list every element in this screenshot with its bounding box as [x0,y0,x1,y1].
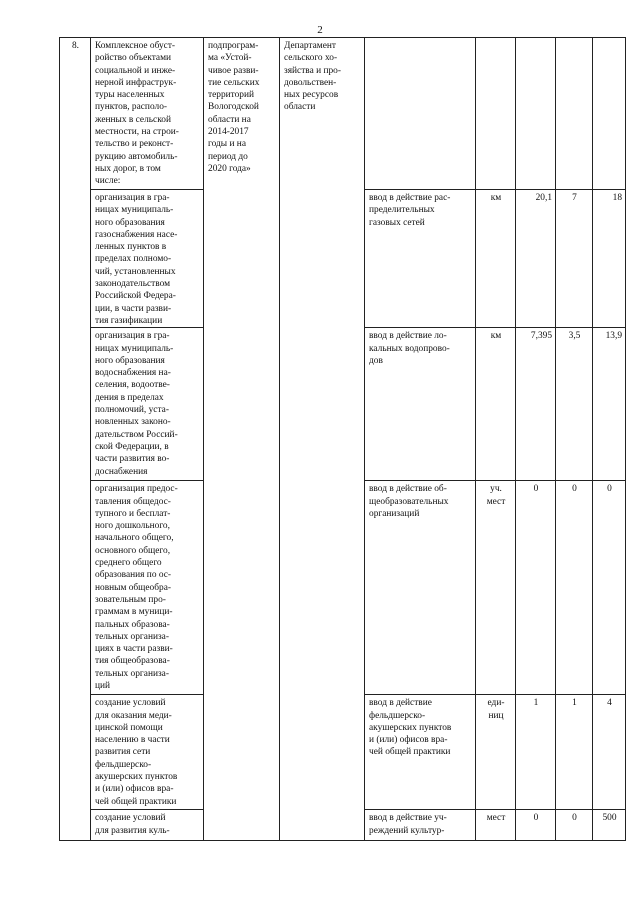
value-cell [593,38,626,190]
measure-name-cell: создание условий для оказания меди- цинской помощи населению в части развития сети фельдшерско- акушерских пунктов и (или) офисов вра- чей общей практики [91,695,204,810]
value-cell: 7 [556,190,593,328]
row-number-cell: 8. [60,38,91,841]
value-cell: 1 [516,695,556,810]
value-cell: 18 [593,190,626,328]
unit-cell: уч. мест [476,481,516,695]
indicator-cell: ввод в действие ло- кальных водопрово- дов [365,328,476,481]
value-cell: 3,5 [556,328,593,481]
measure-name-cell: организация в гра- ницах муниципаль- ного образования водоснабжения на- селения, водоотве- дения в пределах полномочий, уста- новленных законо- дательством Россий- ской Федерации, в части развития во- доснабжения [91,328,204,481]
indicator-cell: ввод в действие об- щеобразовательных организаций [365,481,476,695]
indicator-cell [365,38,476,190]
table-row [60,38,626,190]
value-cell: 500 [593,810,626,841]
value-cell [516,38,556,190]
value-cell: 1 [556,695,593,810]
executor-cell: Департамент сельского хо- зяйства и про- довольствен- ных ресурсов области [280,38,365,841]
value-cell: 20,1 [516,190,556,328]
value-cell: 4 [593,695,626,810]
unit-cell [476,38,516,190]
measure-name-cell: организация в гра- ницах муниципаль- ного образования газоснабжения насе- ленных пунктов в пределах полномо- чий, установленных законодательством Российской Федера- ции, в части разви- тия газификации [91,190,204,328]
indicator-cell: ввод в действие уч- реждений культур- [365,810,476,841]
subprogram-cell: подпрограм- ма «Устой- чивое разви- тие сельских территорий Вологодской области на 2014-2017 годы и на период до 2020 года» [204,38,280,841]
measure-name-cell: организация предос- тавления общедос- тупного и бесплат- ного дошкольного, начального общего, основного общего, среднего общего образования по ос- новным общеобра- зовательным про- граммам в муници- пальных образова- тельных организа- циях в части разви- тия общеобразова- тельных организа- ций [91,481,204,695]
unit-cell: мест [476,810,516,841]
value-cell: 0 [556,810,593,841]
value-cell [556,38,593,190]
value-cell: 0 [516,810,556,841]
unit-cell: еди- ниц [476,695,516,810]
measure-name-cell: создание условий для развития куль- [91,810,204,841]
page-number: 2 [317,24,323,36]
indicator-cell: ввод в действие фельдшерско- акушерских пунктов и (или) офисов вра- чей общей практики [365,695,476,810]
unit-cell: км [476,328,516,481]
value-cell: 0 [516,481,556,695]
unit-cell: км [476,190,516,328]
value-cell: 13,9 [593,328,626,481]
program-table [59,37,626,841]
value-cell: 7,395 [516,328,556,481]
value-cell: 0 [593,481,626,695]
program-name-cell: Комплексное обуст- ройство объектами социальной и инже- нерной инфраструк- туры населенных пунктов, располо- женных в сельской местности, на строи- тельство и реконст- рукцию автомобиль- ных дорог, в том числе: [91,38,204,190]
indicator-cell: ввод в действие рас- пределительных газовых сетей [365,190,476,328]
value-cell: 0 [556,481,593,695]
